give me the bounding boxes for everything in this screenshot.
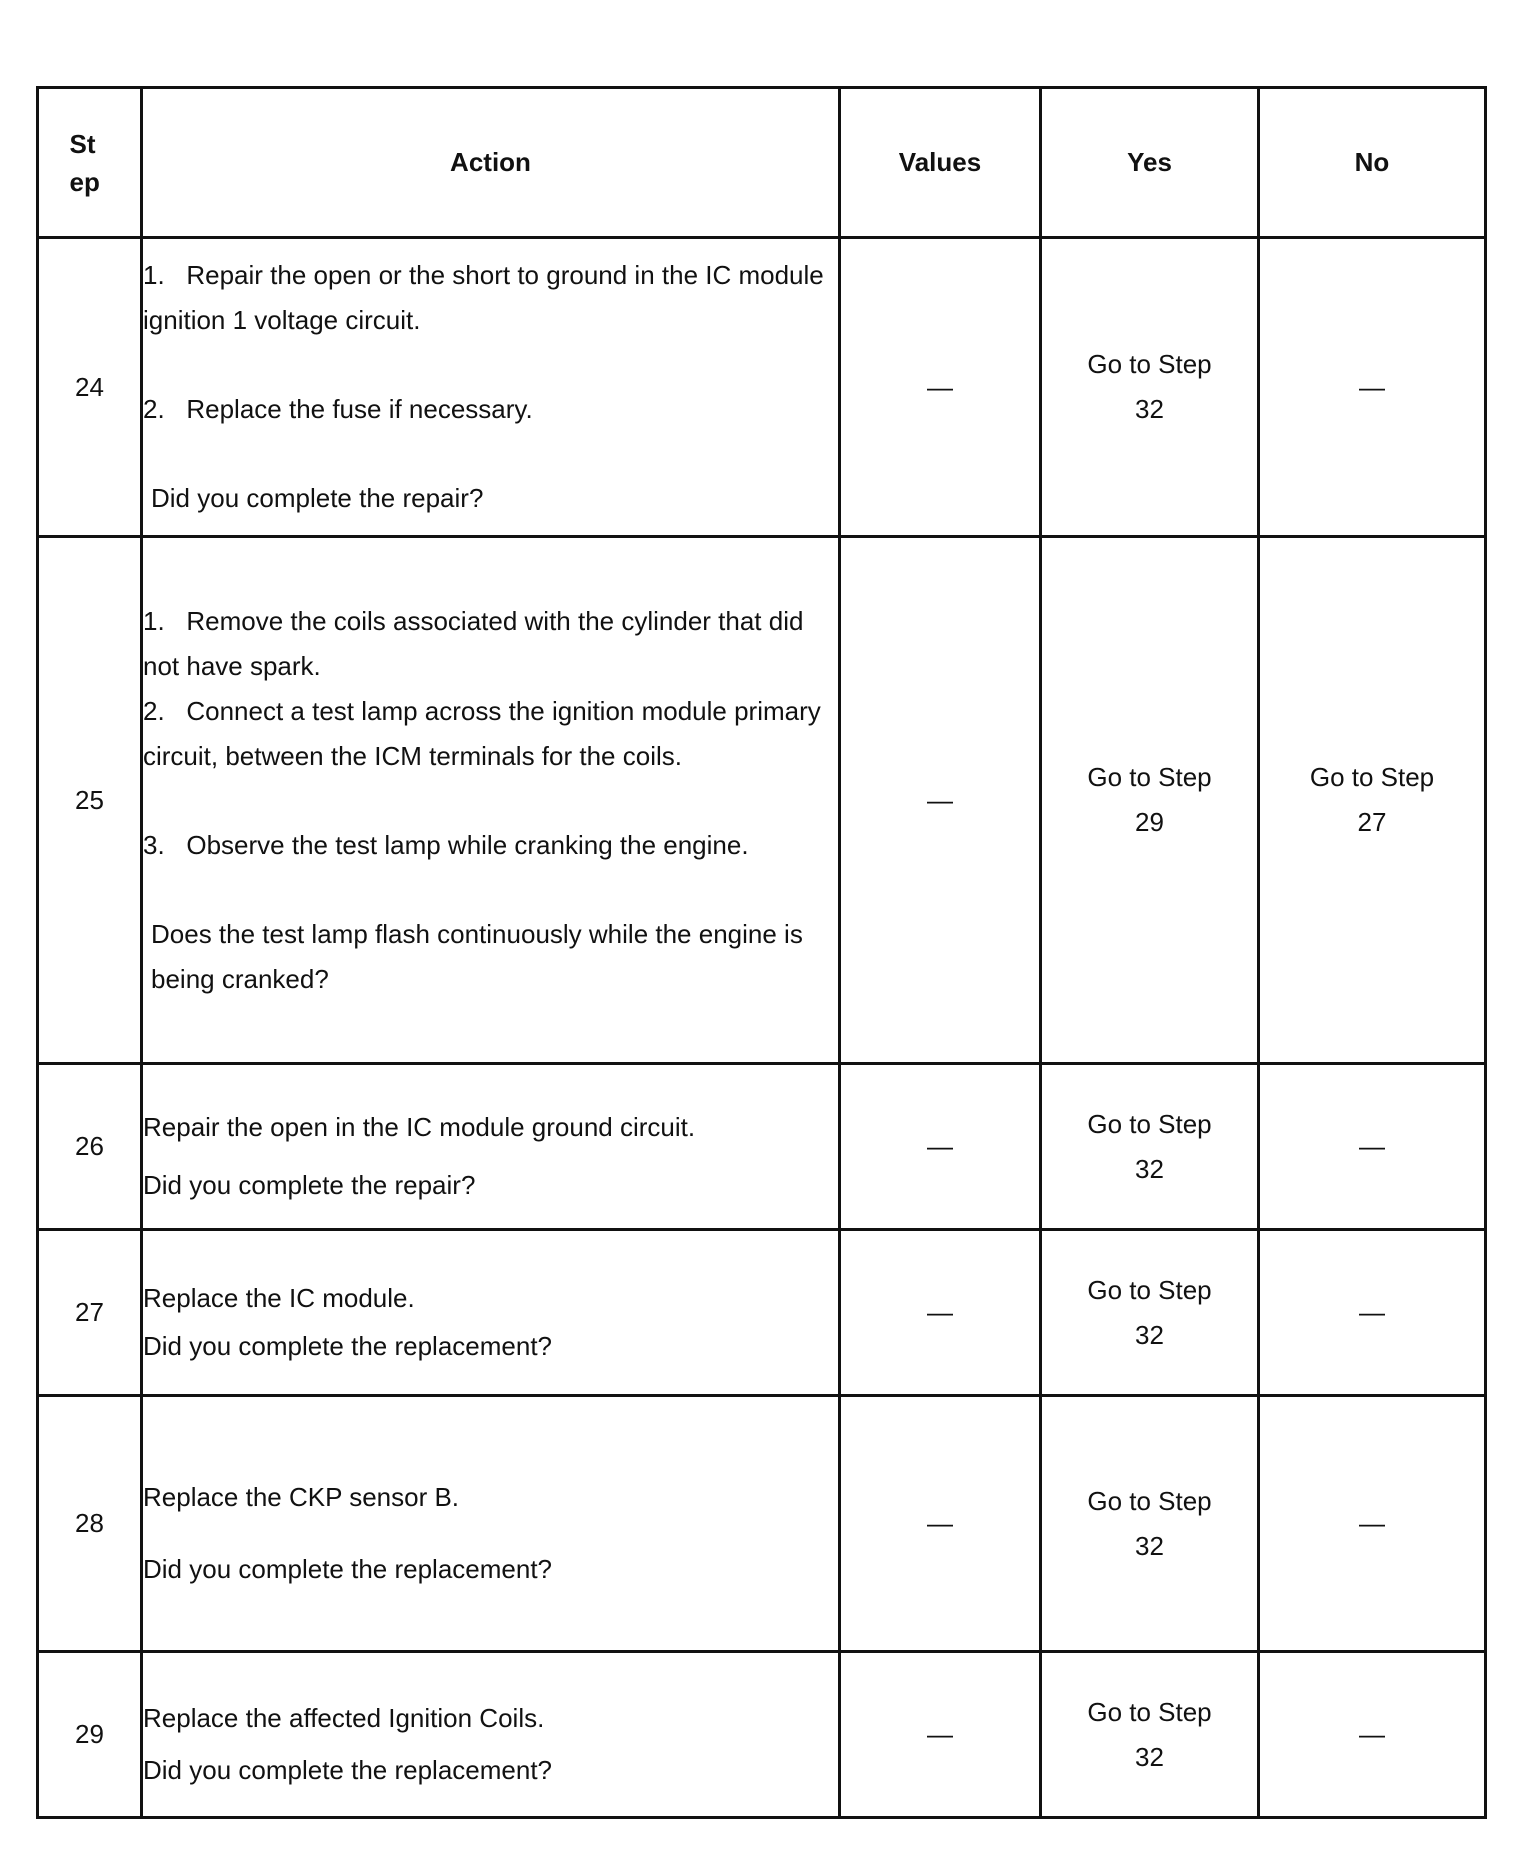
no-cell: — (1259, 1396, 1486, 1652)
action-question: Does the test lamp flash continuously while the engine is being cranked? (151, 918, 803, 994)
step-number: 24 (38, 238, 142, 537)
values-cell: — (840, 1652, 1041, 1818)
no-cell: — (1259, 1652, 1486, 1818)
step-number: 29 (38, 1652, 142, 1818)
action-cell (142, 1396, 840, 1652)
action-item: 2. Replace the fuse if necessary. (143, 394, 533, 424)
action-item: 3. Observe the test lamp while cranking the engine. (143, 829, 749, 860)
yes-cell: Go to Step 32 (1041, 1652, 1259, 1818)
action-item: Repair the open in the IC module ground circuit. (143, 1111, 696, 1142)
yes-cell: Go to Step 32 (1041, 238, 1259, 537)
action-cell (142, 1652, 840, 1818)
no-cell: — (1259, 238, 1486, 537)
table-row (38, 1652, 1486, 1818)
yes-cell: Go to Step 32 (1041, 1064, 1259, 1230)
table-row (38, 1230, 1486, 1396)
header-values: Values (840, 88, 1041, 238)
action-question: Did you complete the repair? (143, 1169, 476, 1200)
action-question: Did you complete the replacement? (143, 1754, 553, 1785)
action-item: 1. Remove the coils associated with the cylinder that did not have spark. (143, 605, 804, 681)
action-item: 1. Repair the open or the short to ground in the IC module ignition 1 voltage circuit. (143, 260, 824, 335)
action-question: Did you complete the replacement? (143, 1330, 553, 1361)
step-number: 26 (38, 1064, 142, 1230)
action-question: Did you complete the replacement? (143, 1553, 553, 1584)
yes-cell: Go to Step 32 (1041, 1230, 1259, 1396)
values-cell: — (840, 1230, 1041, 1396)
action-cell (142, 1230, 840, 1396)
no-cell: — (1259, 1230, 1486, 1396)
values-cell: — (840, 537, 1041, 1064)
header-yes: Yes (1041, 88, 1259, 238)
table-row (38, 537, 1486, 1064)
values-cell: — (840, 238, 1041, 537)
action-item: Replace the IC module. (143, 1282, 415, 1313)
diagnostic-table (36, 86, 1487, 1819)
values-cell: — (840, 1396, 1041, 1652)
header-row (38, 88, 1486, 238)
yes-cell: Go to Step 29 (1041, 537, 1259, 1064)
table-row (38, 238, 1486, 537)
action-cell (142, 1064, 840, 1230)
header-action: Action (142, 88, 840, 238)
step-number: 27 (38, 1230, 142, 1396)
table-row (38, 1396, 1486, 1652)
header-step: Step (38, 88, 142, 238)
no-cell: — (1259, 1064, 1486, 1230)
action-question: Did you complete the repair? (151, 483, 484, 513)
table-row (38, 1064, 1486, 1230)
values-cell: — (840, 1064, 1041, 1230)
action-item: Replace the affected Ignition Coils. (143, 1702, 545, 1733)
step-number: 25 (38, 537, 142, 1064)
header-no: No (1259, 88, 1486, 238)
no-cell: Go to Step 27 (1259, 537, 1486, 1064)
action-cell (142, 537, 840, 1064)
step-number: 28 (38, 1396, 142, 1652)
action-item: 2. Connect a test lamp across the ignition module primary circuit, between the ICM terminals for the coils. (143, 695, 821, 771)
yes-cell: Go to Step 32 (1041, 1396, 1259, 1652)
action-item: Replace the CKP sensor B. (143, 1481, 460, 1512)
action-cell (142, 238, 840, 537)
